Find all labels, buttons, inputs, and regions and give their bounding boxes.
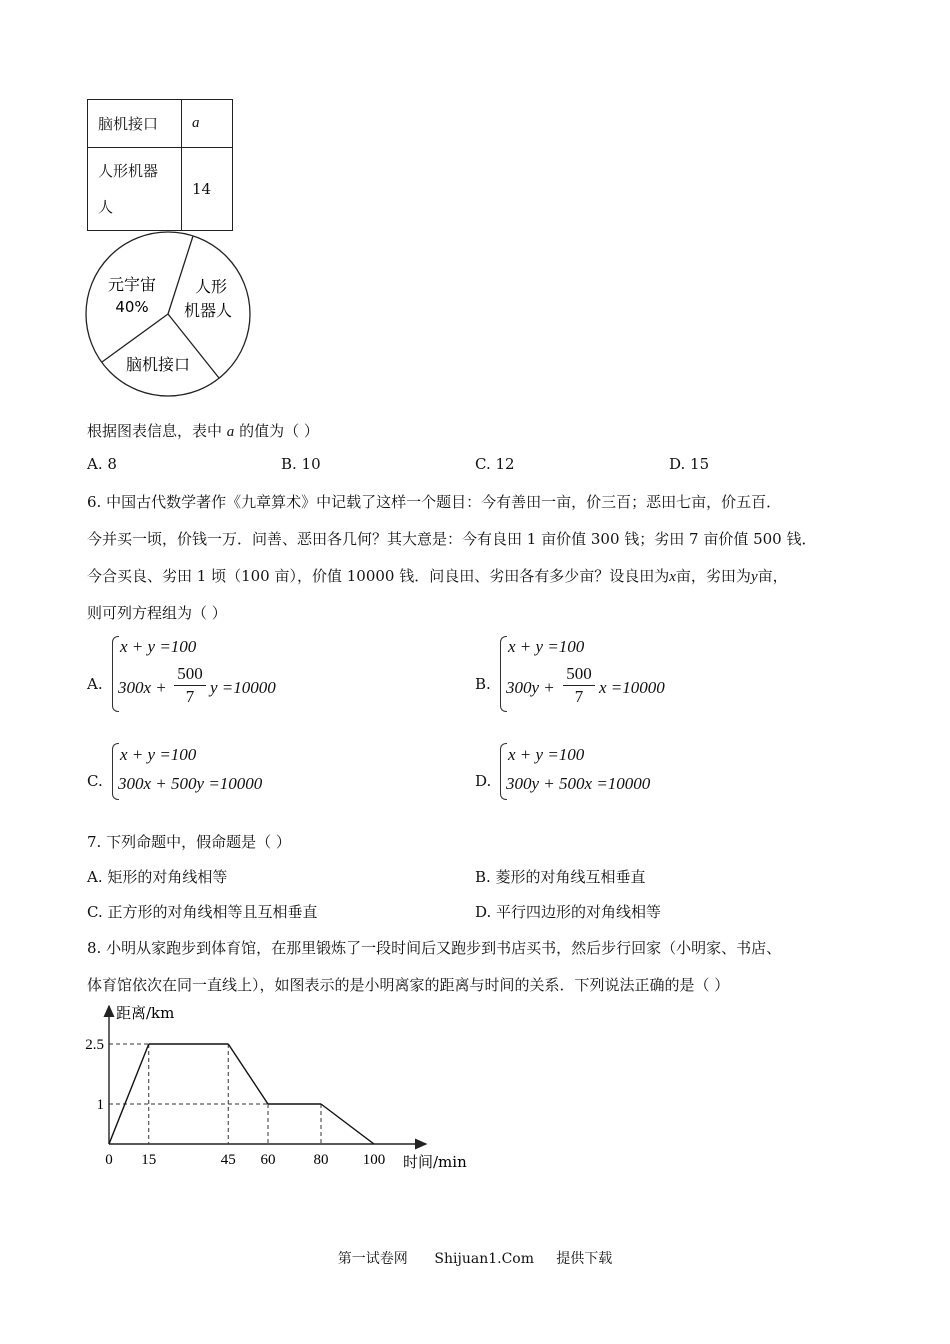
equation: x + y =100 (508, 745, 585, 764)
q8-line: 体育馆依次在同一直线上），如图表示的是小明离家的距离与时间的关系．下列说法正确的是（ ） (87, 976, 730, 994)
q6-line: 则可列方程组为（ ） (87, 604, 227, 622)
q6-option-b-label: B. (475, 675, 491, 693)
q5-option-d: D. 15 (669, 455, 710, 473)
q6-text: 亩，劣田为 (675, 567, 751, 585)
table-row (88, 148, 233, 231)
equation: 300y + 500x =10000 (506, 774, 651, 793)
q6-option-c-label: C. (87, 772, 103, 790)
q5-option-a: A. 8 (87, 455, 117, 473)
table-cell-label: 脑机接口 (88, 100, 182, 148)
distance-time-chart (80, 1000, 500, 1180)
pie-label: 机器人 (183, 301, 233, 320)
x-tick-label: 60 (260, 1152, 276, 1168)
q6-line (87, 565, 788, 586)
table-cell-value: 14 (182, 148, 233, 231)
q7-stem: 7. 下列命题中，假命题是（ ） (87, 833, 291, 851)
q7-option-b: B. 菱形的对角线互相垂直 (475, 868, 646, 886)
y-tick-label: 2.5 (85, 1037, 104, 1053)
table-cell-label: 人形机器人 (88, 148, 182, 231)
equation: x =10000 (599, 678, 665, 697)
fraction-bar (174, 685, 206, 686)
data-table (87, 99, 233, 231)
q6-text: 今合买良、劣田 1 顷（100 亩），价值 10000 钱．问良田、劣田各有多少亩？设良田为 (87, 567, 670, 585)
q5-stem (87, 420, 319, 441)
fraction (174, 664, 206, 707)
page-footer: 第一试卷网 Shijuan1.Com 提供下载 (337, 1251, 613, 1267)
x-tick-label: 15 (141, 1152, 157, 1168)
q6-variable: x (669, 569, 676, 585)
equation: 300y + (506, 678, 555, 697)
q6-option-d-label: D. (475, 772, 492, 790)
q6-line: 今并买一顷，价钱一万．问善、恶田各几何？其大意是：今有良田 1 亩价值 300 钱；劣田 7 亩价值 500 钱． (87, 530, 817, 548)
equation: 300x + 500y =10000 (118, 774, 263, 793)
q6-variable: y (750, 569, 758, 585)
fraction-denominator: 7 (574, 687, 584, 706)
equation: 300x + (118, 678, 167, 697)
pie-chart (84, 230, 254, 400)
q5-variable: a (226, 424, 235, 440)
x-tick-label: 100 (362, 1152, 386, 1168)
equation: x + y =100 (120, 637, 197, 656)
q5-option-b: B. 10 (281, 455, 321, 473)
fraction-numerator: 500 (566, 664, 592, 683)
equation: y =10000 (210, 678, 276, 697)
equation: x + y =100 (508, 637, 585, 656)
pie-label: 40% (115, 298, 149, 316)
q7-option-d: D. 平行四边形的对角线相等 (475, 903, 662, 921)
pie-label: 元宇宙 (107, 275, 157, 294)
q6-text: 亩， (757, 567, 788, 585)
table-cell-value: a (182, 100, 233, 148)
y-tick-label: 1 (96, 1097, 104, 1113)
q8-line: 8. 小明从家跑步到体育馆，在那里锻炼了一段时间后又跑步到书店买书，然后步行回家（小明家、书店、 (87, 939, 782, 957)
q5-option-c: C. 12 (475, 455, 515, 473)
q6-line: 6. 中国古代数学著作《九章算术》中记载了这样一个题目：今有善田一亩，价三百；恶田七亩，价五百． (87, 493, 782, 511)
fraction-denominator: 7 (185, 687, 195, 706)
equation: x + y =100 (120, 745, 197, 764)
fraction-bar (563, 685, 595, 686)
fraction-numerator: 500 (177, 664, 203, 683)
series-segment (228, 1044, 268, 1104)
q5-stem-text: 的值为（ ） (239, 422, 319, 440)
q5-stem-text: 根据图表信息，表中 (87, 422, 223, 440)
brace-icon (500, 636, 507, 712)
table-row (88, 100, 233, 148)
x-tick-label: 80 (313, 1152, 329, 1168)
pie-label: 脑机接口 (125, 355, 191, 374)
x-tick-label: 45 (220, 1152, 236, 1168)
series-segment (109, 1044, 149, 1144)
x-axis-label: 时间/min (403, 1153, 467, 1171)
q6-option-a-label: A. (87, 675, 103, 693)
y-axis-label: 距离/km (116, 1004, 175, 1022)
brace-icon (112, 636, 119, 712)
x-tick-label: 0 (105, 1152, 113, 1168)
q7-option-c: C. 正方形的对角线相等且互相垂直 (87, 903, 318, 921)
series-segment (321, 1104, 374, 1144)
fraction (563, 664, 595, 707)
pie-label: 人形 (194, 277, 228, 296)
q7-option-a: A. 矩形的对角线相等 (87, 868, 228, 886)
